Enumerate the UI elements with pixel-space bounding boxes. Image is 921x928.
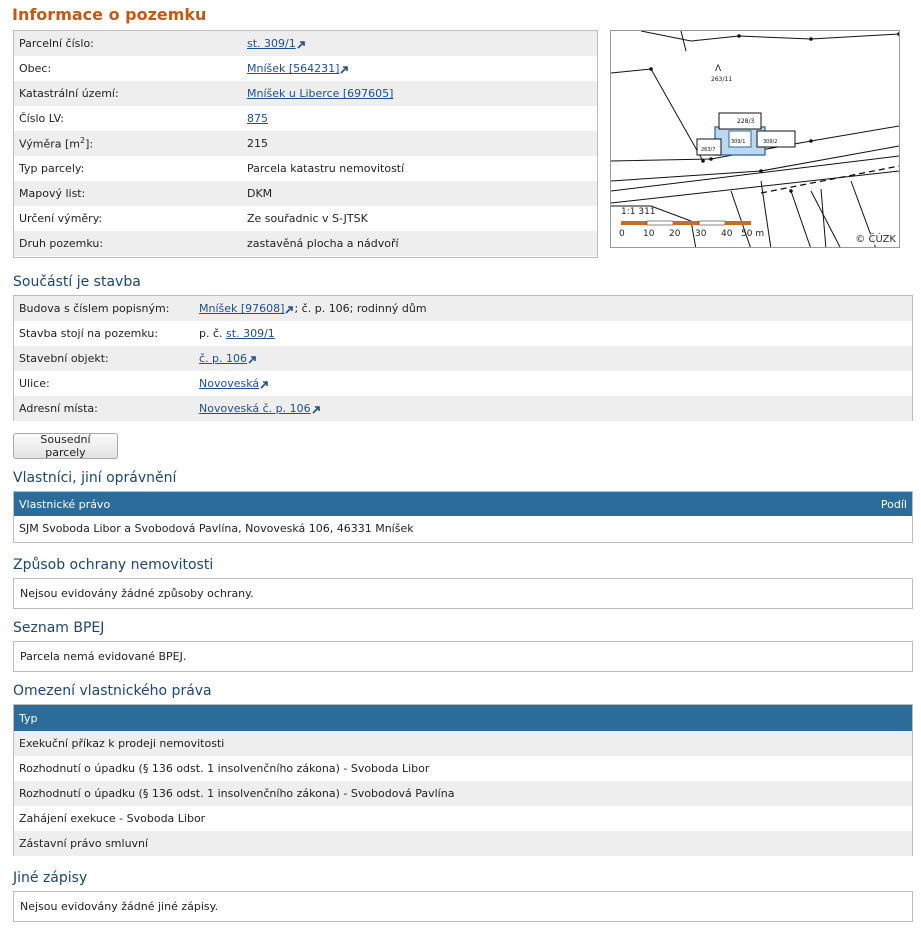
parcel-number-link[interactable]: st. 309/1 bbox=[247, 37, 296, 50]
parcel-row-area bbox=[14, 131, 597, 156]
municipality-link[interactable]: Mníšek [564231] bbox=[247, 62, 340, 75]
protection-box bbox=[13, 578, 913, 609]
north-arrow-icon: Λ bbox=[715, 64, 722, 74]
map-parcel-label: 228/3 bbox=[737, 118, 755, 125]
building-parcel-label: Stavba stojí na pozemku: bbox=[19, 327, 159, 340]
building-row-street bbox=[14, 371, 912, 396]
lv-number-link[interactable]: 875 bbox=[247, 112, 268, 125]
other-note: Nejsou evidovány žádné jiné zápisy. bbox=[20, 900, 219, 913]
restrictions-header-type: Typ bbox=[19, 711, 38, 725]
building-row-house bbox=[14, 296, 912, 321]
building-house-link[interactable]: Mníšek [97608] bbox=[199, 302, 285, 315]
map-scale-label: 1:1 311 bbox=[621, 207, 656, 217]
map-copyright: © ČÚZK bbox=[855, 234, 896, 245]
area-determination-value: Ze souřadnic v S-JTSK bbox=[247, 212, 368, 225]
map-scale-tick: 10 bbox=[643, 229, 655, 239]
external-link-icon[interactable] bbox=[340, 65, 349, 74]
building-row-object bbox=[14, 346, 912, 371]
parcel-row-number bbox=[14, 31, 597, 56]
parcel-type-value: Parcela katastru nemovitostí bbox=[247, 162, 405, 175]
owner-row: SJM Svoboda Libor a Svobodová Pavlína, Novoveská 106, 46331 Mníšek bbox=[19, 522, 414, 535]
building-object-link[interactable]: č. p. 106 bbox=[199, 352, 248, 365]
restriction-row: Rozhodnutí o úpadku (§ 136 odst. 1 insolvenčního zákona) - Svobodová Pavlína bbox=[14, 781, 912, 806]
external-link-icon[interactable] bbox=[248, 355, 257, 364]
owners-header-right-type: Vlastnické právo bbox=[19, 497, 111, 511]
parcel-row-municipality bbox=[14, 56, 597, 81]
other-section-title: Jiné zápisy bbox=[13, 870, 88, 886]
owners-header-share: Podíl bbox=[880, 497, 907, 511]
building-parcel-link[interactable]: st. 309/1 bbox=[226, 327, 275, 340]
parcel-type-label: Typ parcely: bbox=[19, 162, 85, 175]
bpej-section-title: Seznam BPEJ bbox=[13, 620, 105, 636]
map-scale-tick: 50 m bbox=[741, 229, 765, 239]
building-parcel-prefix: p. č. bbox=[199, 327, 227, 340]
bpej-note: Parcela nemá evidované BPEJ. bbox=[20, 650, 187, 663]
protection-note: Nejsou evidovány žádné způsoby ochrany. bbox=[20, 587, 254, 600]
parcel-row-cadastral-area bbox=[14, 81, 597, 106]
page-title: Informace o pozemku bbox=[12, 5, 207, 24]
restrictions-table bbox=[13, 704, 913, 856]
address-label: Adresní místa: bbox=[19, 402, 98, 415]
parcel-row-lv bbox=[14, 106, 597, 131]
restriction-row: Zahájení exekuce - Svoboda Libor bbox=[14, 806, 912, 831]
land-type-label: Druh pozemku: bbox=[19, 237, 104, 250]
restriction-row: Rozhodnutí o úpadku (§ 136 odst. 1 insolvenčního zákona) - Svoboda Libor bbox=[14, 756, 912, 781]
map-parcel-label: 263/11 bbox=[711, 76, 733, 83]
parcel-row-type bbox=[14, 156, 597, 181]
other-box bbox=[13, 891, 913, 922]
protection-section-title: Způsob ochrany nemovitosti bbox=[13, 557, 214, 573]
building-section-title: Součástí je stavba bbox=[13, 274, 141, 290]
restrictions-section-title: Omezení vlastnického práva bbox=[13, 683, 212, 699]
parcel-info-table bbox=[13, 30, 598, 258]
external-link-icon[interactable] bbox=[297, 40, 306, 49]
owners-section-title: Vlastníci, jiní oprávnění bbox=[13, 470, 177, 486]
street-label: Ulice: bbox=[19, 377, 50, 390]
owners-table-header bbox=[14, 492, 912, 516]
map-sheet-value: DKM bbox=[247, 187, 273, 200]
area-value: 215 bbox=[247, 137, 268, 150]
address-link[interactable]: Novoveská č. p. 106 bbox=[199, 402, 311, 415]
area-determination-label: Určení výměry: bbox=[19, 212, 103, 225]
building-house-label: Budova s číslem popisným: bbox=[19, 302, 170, 315]
restriction-row: Zástavní právo smluvní bbox=[14, 831, 912, 856]
building-row-parcel bbox=[14, 321, 912, 346]
building-row-address bbox=[14, 396, 912, 421]
parcel-row-map-sheet bbox=[14, 181, 597, 206]
map-parcel-label: 263/7 bbox=[701, 147, 716, 153]
map-sheet-label: Mapový list: bbox=[19, 187, 86, 200]
neighbor-parcels-button[interactable]: Sousední parcely bbox=[13, 433, 118, 459]
map-scale-tick: 0 bbox=[619, 229, 625, 239]
bpej-box bbox=[13, 641, 913, 672]
parcel-row-area-determination bbox=[14, 206, 597, 231]
restriction-row: Exekuční příkaz k prodeji nemovitosti bbox=[14, 731, 912, 756]
external-link-icon[interactable] bbox=[312, 405, 321, 414]
cadastral-area-link[interactable]: Mníšek u Liberce [697605] bbox=[247, 87, 394, 100]
map-parcel-label: 309/2 bbox=[763, 139, 778, 145]
cadastral-area-label: Katastrální území: bbox=[19, 87, 119, 100]
restrictions-table-header bbox=[14, 705, 912, 731]
street-link[interactable]: Novoveská bbox=[199, 377, 260, 390]
lv-number-label: Číslo LV: bbox=[19, 112, 65, 125]
map-scale-tick: 30 bbox=[695, 229, 707, 239]
land-type-value: zastavěná plocha a nádvoří bbox=[247, 237, 399, 250]
map-scale-tick: 40 bbox=[721, 229, 733, 239]
municipality-label: Obec: bbox=[19, 62, 52, 75]
area-label: Výměra $[m^2]$: bbox=[19, 136, 94, 151]
parcel-number-label: Parcelní číslo: bbox=[19, 37, 94, 50]
building-object-label: Stavební objekt: bbox=[19, 352, 109, 365]
map-scale-tick: 20 bbox=[669, 229, 681, 239]
external-link-icon[interactable] bbox=[260, 380, 269, 389]
building-house-detail: ; č. p. 106; rodinný dům bbox=[294, 302, 427, 315]
parcel-map[interactable] bbox=[610, 30, 900, 248]
owners-table bbox=[13, 491, 913, 543]
map-parcel-label: 309/1 bbox=[731, 139, 746, 145]
building-table bbox=[13, 295, 913, 421]
parcel-row-land-type bbox=[14, 231, 597, 256]
